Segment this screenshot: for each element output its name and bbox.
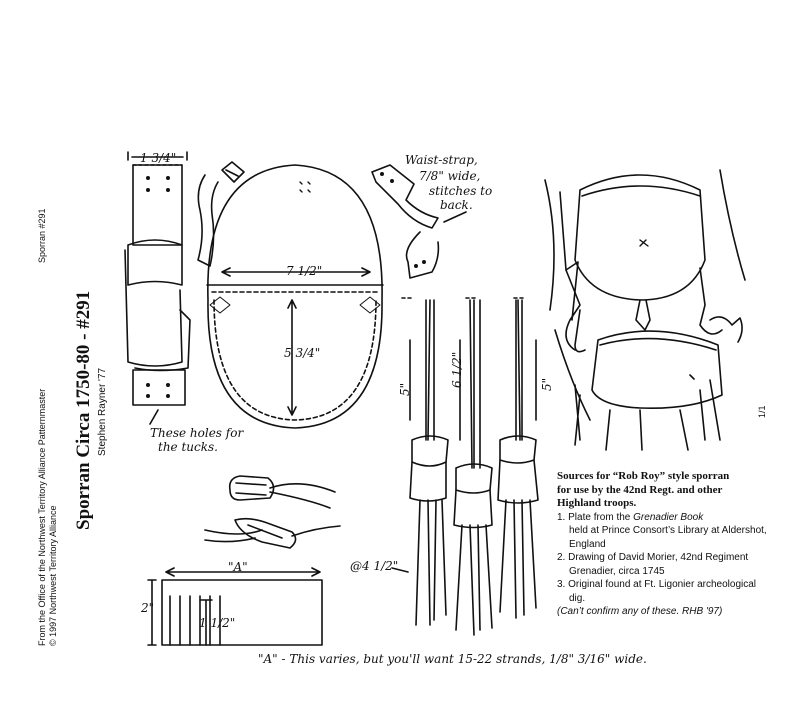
tassel-middle-length: 6 1/2" (450, 351, 464, 388)
source-item-3: 3. Original found at Ft. Ligonier archeological dig. (557, 579, 757, 604)
waist-strap-note-3: stitches to (429, 184, 493, 198)
sources-title-1: Sources for “Rob Roy” style sporran (557, 470, 730, 482)
body-height-label: 5 3/4" (284, 346, 321, 360)
page-title: Sporran Circa 1750-80 - #291 (73, 290, 94, 530)
tassel-left-length: 5" (398, 382, 412, 396)
source-item-1-book: Grenadier Book (633, 511, 704, 523)
fringe-height-label: 2" (141, 601, 155, 615)
sporran-body-drawing (207, 165, 383, 428)
worn-sporran-illustration (545, 170, 745, 450)
source-item-1-prefix: 1. Plate from the (557, 511, 634, 523)
sources-note: (Can’t confirm any of these. RHB '97) (557, 606, 723, 617)
holes-note-2: the tucks. (158, 440, 218, 454)
tassel-right-length: 5" (540, 377, 554, 391)
waist-strap-note-4: back. (440, 198, 473, 212)
organization-line-1: From the Office of the Northwest Territory Alliance Patternmaster (37, 388, 47, 646)
strap-width-label: 1 3/4" (140, 151, 177, 165)
fringe-template-drawing (148, 568, 322, 645)
page-number: 1/1 (757, 405, 767, 418)
waist-strap-note-1: Waist-strap, (405, 153, 478, 167)
fringe-footnote: "A" - This varies, but you'll want 15-22 strands, 1/8" 3/16" wide. (258, 652, 647, 666)
holes-note-1: These holes for (150, 426, 244, 440)
tassel-each-label: @4 1/2" (350, 559, 399, 573)
long-tassels-drawing (402, 298, 538, 635)
sources-title-2: for use by the 42nd Regt. and other (557, 483, 723, 496)
pattern-number: Sporran #291 (37, 208, 47, 263)
belt-loop-drawing (125, 152, 190, 424)
author: Stephen Rayner '77 (97, 367, 108, 456)
waist-strap-note-2: 7/8" wide, (419, 169, 481, 183)
source-item-2: 2. Drawing of David Morier, 42nd Regiment Grenadier, circa 1745 (557, 552, 749, 577)
fringe-a-label: "A" (228, 560, 248, 574)
fringe-cut-label: 1 1/2" (199, 616, 236, 630)
sources-title-3: Highland troops. (557, 497, 637, 509)
source-item-1-rest: held at Prince Consort’s Library at Aldershot, England (569, 525, 767, 550)
copyright-line: © 1997 Northwest Territory Alliance (48, 505, 58, 646)
sources-panel (557, 470, 772, 619)
tassel-sketch-drawing (205, 476, 340, 548)
source-item-1 (557, 511, 772, 552)
flap-width-label: 7 1/2" (286, 264, 323, 278)
